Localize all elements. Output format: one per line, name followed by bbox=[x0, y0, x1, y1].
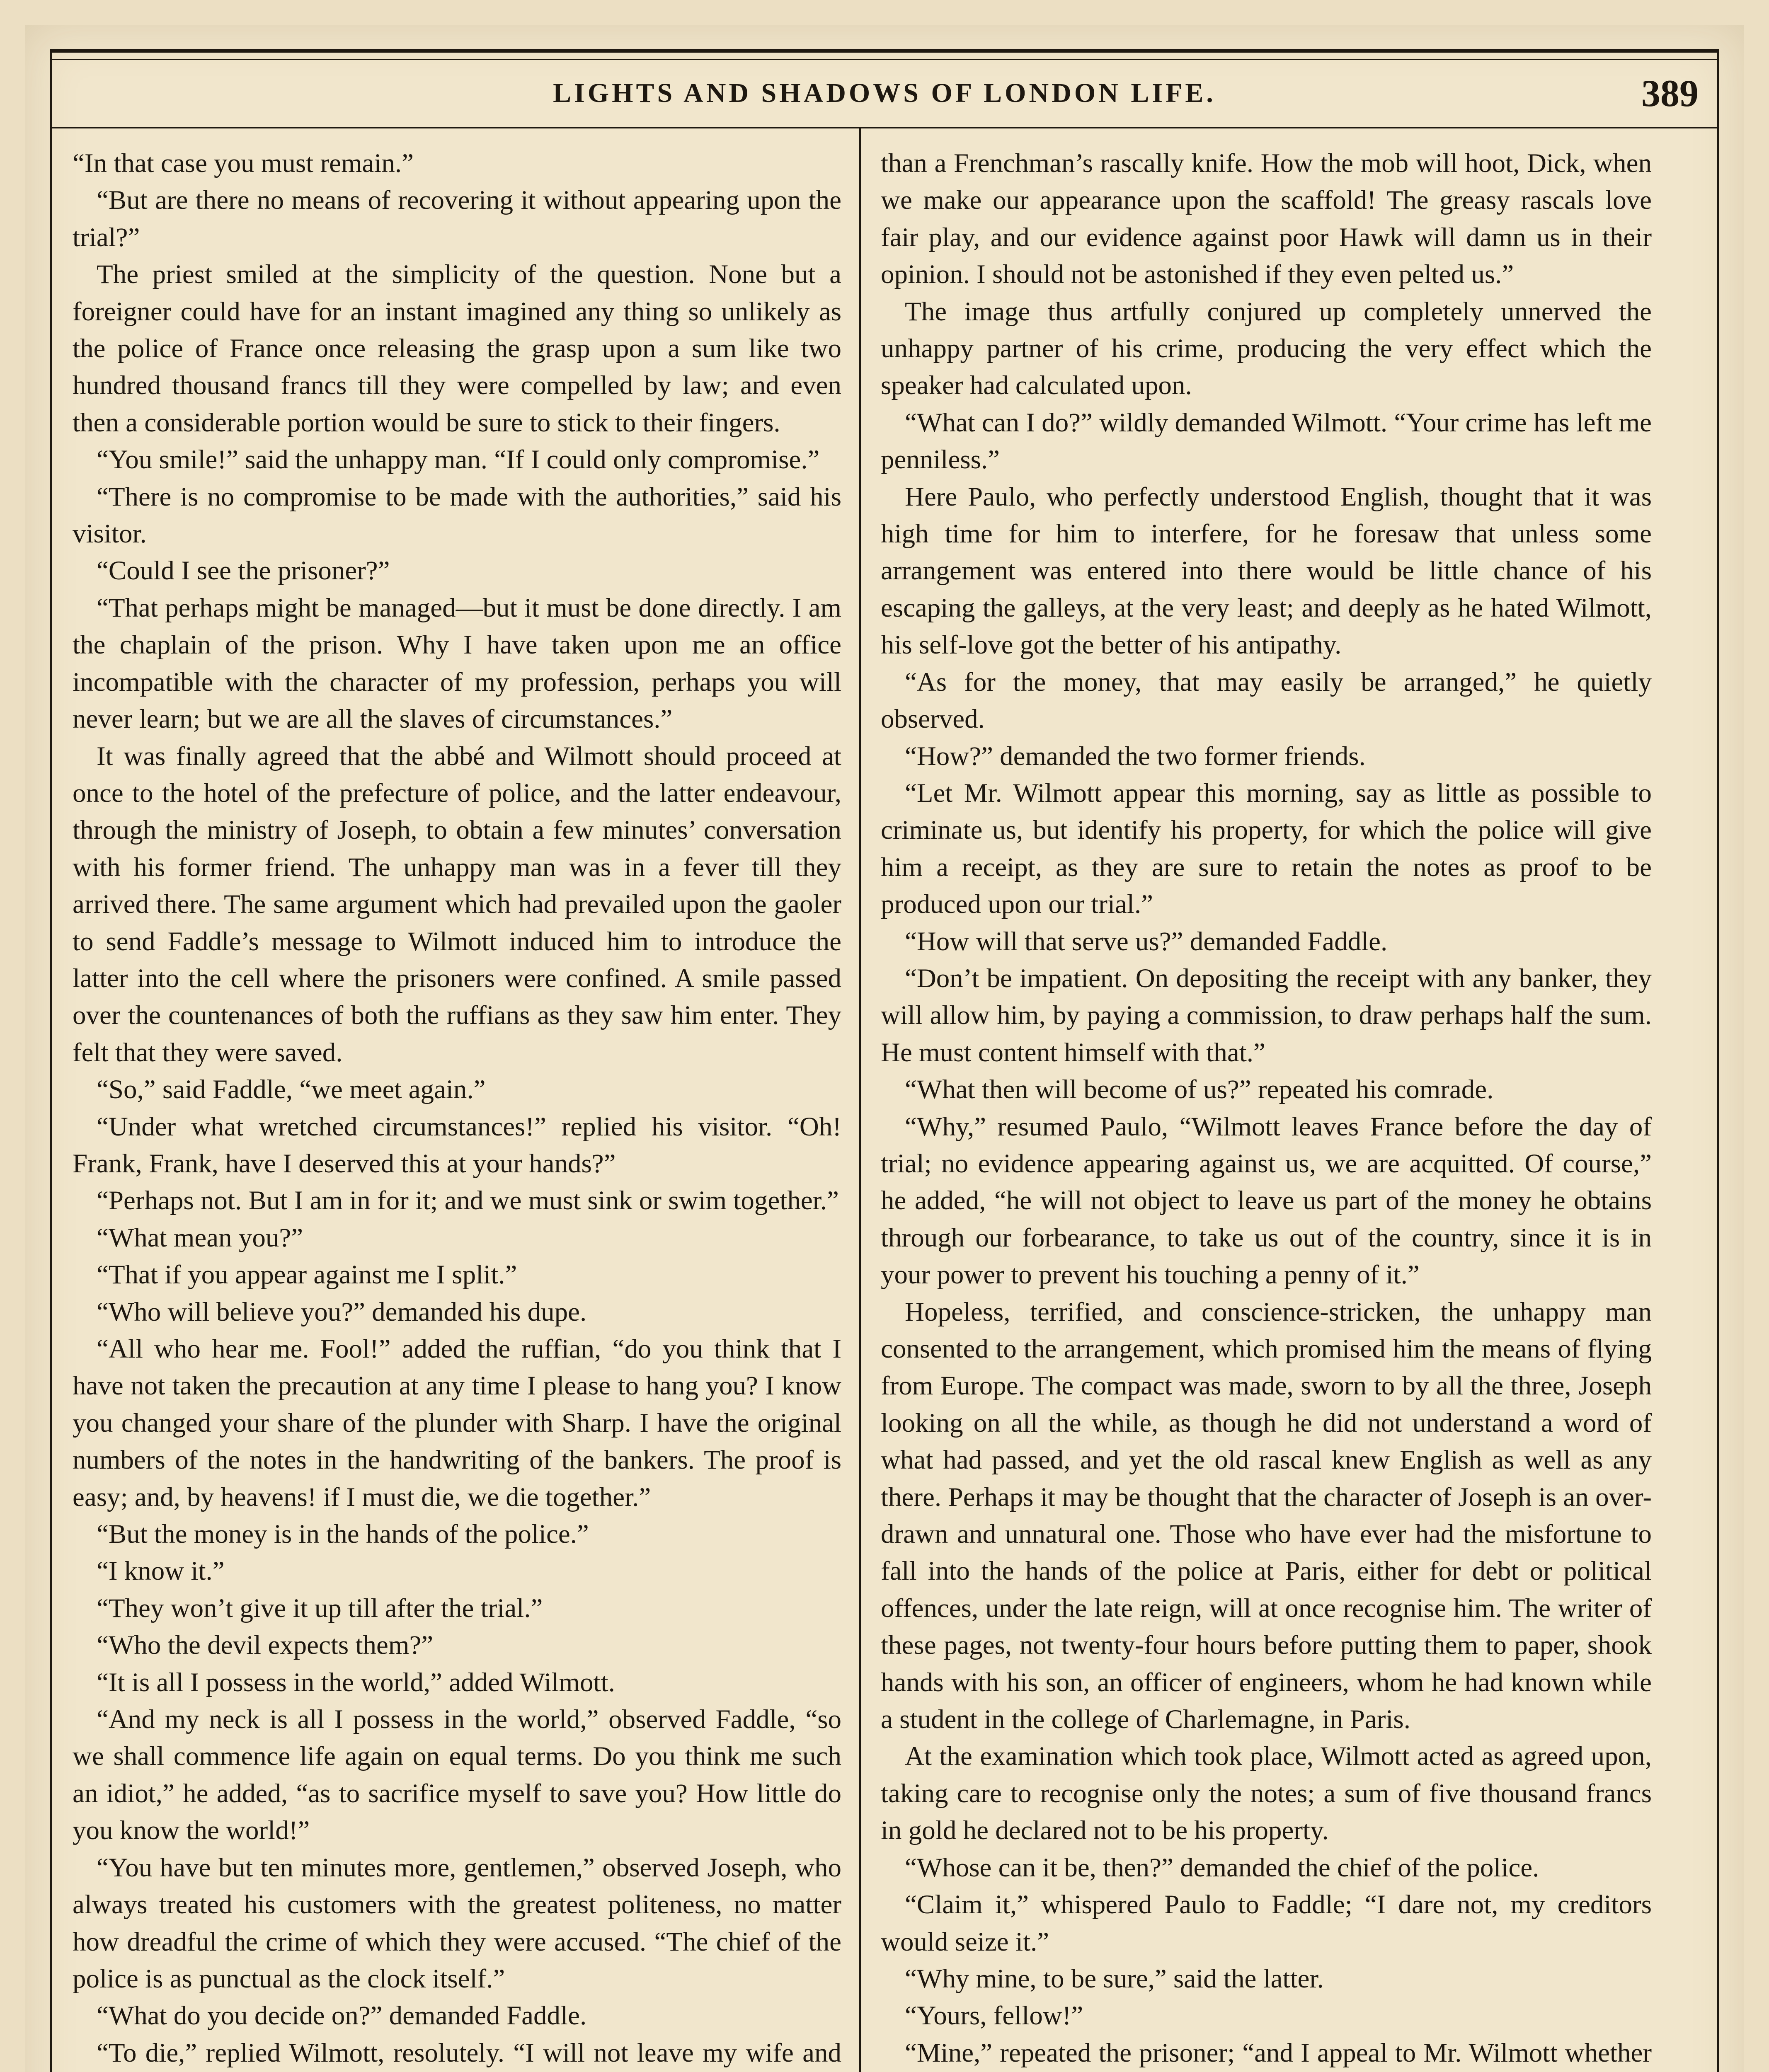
paragraph: “Why,” resumed Paulo, “Wilmott leaves France before the day of trial; no evidence appearing against us, we are acquitted. Of course,” he added, “he will not object to leave us part of the money he obtains through our forbearance, to take us out of the country, since it is in your power to prevent his touching a penny of it.” bbox=[881, 1111, 1652, 1290]
top-rule bbox=[50, 49, 1719, 53]
paragraph: It was finally agreed that the abbé and Wilmott should proceed at once to the hotel of the prefecture of police, and the latter endeavour, through the ministry of Joseph, to obtain a few minutes’ conversation with his former friend. The unhappy man was in a fever till they arrived there. The same argument which had prevailed upon the gaoler to send Faddle’s message to Wilmott induced him to introduce the latter into the cell where the prisoners were confined. A smile passed over the countenances of both the ruffians as they saw him enter. They felt that they were saved. bbox=[73, 741, 841, 1067]
paragraph: Here Paulo, who perfectly understood English, thought that it was high time for him to interfere, for he foresaw that unless some arrangement was entered into there would be little chance of his escaping the galleys, at the very least; and deeply as he hated Wilmott, his self-love got the better of his antipathy. bbox=[881, 482, 1652, 660]
paragraph: “There is no compromise to be made with the authorities,” said his visitor. bbox=[73, 482, 841, 549]
paragraph: “What then will become of us?” repeated his comrade. bbox=[905, 1075, 1494, 1105]
book-page bbox=[25, 25, 1744, 2072]
paragraph: “Who will believe you?” demanded his dupe. bbox=[97, 1297, 587, 1327]
left-border bbox=[50, 49, 52, 2072]
paragraph: “Perhaps not. But I am in for it; and we must sink or swim together.” bbox=[97, 1186, 839, 1216]
paragraph: “But are there no means of recovering it without appearing upon the trial?” bbox=[73, 185, 841, 252]
paragraph: “And my neck is all I possess in the world,” observed Faddle, “so we shall commence life again on equal terms. Do you think me such an idiot,” he added, “as to sacrifice myself to save you? How little do you know the world!” bbox=[73, 1704, 841, 1846]
paragraph: “That perhaps might be managed—but it must be done directly. I am the chaplain of the prison. Why I have taken upon me an office incompatible with the character of my profession, perhaps you will never learn; but we are all the slaves of circumstances.” bbox=[73, 593, 841, 734]
page-number: 389 bbox=[1641, 72, 1699, 114]
paragraph: “Claim it,” whispered Paulo to Faddle; “I dare not, my creditors would seize it.” bbox=[881, 1890, 1652, 1957]
paragraph: “How?” demanded the two former friends. bbox=[905, 741, 1366, 771]
paragraph: “All who hear me. Fool!” added the ruffian, “do you think that I have not taken the precaution at any time I please to hang you? I know you changed your share of the plunder with Sharp. I have the original numbers of the notes in the handwriting of the bankers. The proof is easy; and, by heavens! if I must die, we die together.” bbox=[73, 1334, 841, 1512]
paragraph: “Yours, fellow!” bbox=[905, 2001, 1083, 2031]
text-column-left bbox=[73, 145, 841, 2072]
paragraph: The image thus artfully conjured up completely unnerved the unhappy partner of his crime, producing the very effect which the speaker had calculated upon. bbox=[881, 296, 1652, 401]
paragraph: “That if you appear against me I split.” bbox=[97, 1260, 517, 1290]
paragraph: “They won’t give it up till after the trial.” bbox=[97, 1593, 543, 1623]
top-rule-thin bbox=[50, 59, 1719, 60]
column-divider bbox=[859, 128, 861, 2072]
paragraph: “Mine,” repeated the prisoner; “and I appeal to Mr. Wilmott whether bbox=[905, 2038, 1652, 2068]
paragraph: “You smile!” said the unhappy man. “If I could only compromise.” bbox=[97, 445, 820, 475]
paragraph: “Could I see the prisoner?” bbox=[97, 556, 390, 586]
paragraph: At the examination which took place, Wilmott acted as agreed upon, taking care to recognise only the notes; a sum of five thousand francs in gold he declared not to be his property. bbox=[881, 1741, 1652, 1846]
paragraph: The priest smiled at the simplicity of the question. None but a foreigner could have for an instant imagined any thing so unlikely as the police of France once releasing the grasp upon a sum like two hundred thousand francs till they were compelled by law; and even then a considerable portion would be sure to stick to their fingers. bbox=[73, 259, 841, 438]
paragraph: “Let Mr. Wilmott appear this morning, say as little as possible to criminate us, but identify his property, for which the police will give him a receipt, as they are sure to retain the notes as proof to be produced upon our trial.” bbox=[881, 778, 1652, 920]
paragraph: “So,” said Faddle, “we meet again.” bbox=[97, 1075, 486, 1105]
paragraph: “Under what wretched circumstances!” replied his visitor. “Oh! Frank, Frank, have I deserved this at your hands?” bbox=[73, 1111, 841, 1179]
paragraph: “Who the devil expects them?” bbox=[97, 1630, 434, 1661]
paragraph: “What can I do?” wildly demanded Wilmott. “Your crime has left me penniless.” bbox=[881, 407, 1652, 475]
right-border bbox=[1717, 49, 1719, 2072]
paragraph: “Why mine, to be sure,” said the latter. bbox=[905, 1963, 1324, 1994]
page-header bbox=[25, 70, 1744, 116]
paragraph: “It is all I possess in the world,” added Wilmott. bbox=[97, 1667, 615, 1697]
paragraph: “How will that serve us?” demanded Faddle. bbox=[905, 926, 1388, 956]
paragraph: “But the money is in the hands of the police.” bbox=[97, 1519, 589, 1549]
paragraph: “Whose can it be, then?” demanded the chief of the police. bbox=[905, 1852, 1539, 1883]
paragraph: “What mean you?” bbox=[97, 1222, 303, 1253]
paragraph: “In that case you must remain.” bbox=[73, 148, 414, 178]
paragraph: “What do you decide on?” demanded Faddle. bbox=[97, 2001, 587, 2031]
text-column-right bbox=[881, 145, 1652, 2072]
header-rule bbox=[50, 127, 1719, 128]
paragraph: “Don’t be impatient. On depositing the receipt with any banker, they will allow him, by paying a commission, to draw perhaps half the sum. He must content himself with that.” bbox=[881, 963, 1652, 1067]
paragraph: than a Frenchman’s rascally knife. How the mob will hoot, Dick, when we make our appearance upon the scaffold! The greasy rascals love fair play, and our evidence against poor Hawk will damn us in their opinion. I should not be astonished if they even pelted us.” bbox=[881, 148, 1652, 290]
paragraph: Hopeless, terrified, and conscience-stricken, the unhappy man consented to the arrangement, which promised him the means of flying from Europe. The compact was made, sworn to by all the three, Joseph looking on all the while, as though he did not understand a word of what had passed, and yet the old rascal knew English as well as any there. Perhaps it may be thought that the character of Joseph is an over-drawn and unnatural one. Those who have ever had the misfortune to fall into the hands of the police at Paris, either for debt or political offences, under the late reign, will at once recognise him. The writer of these pages, not twenty-four hours before putting them to paper, shook hands with his son, an officer of engineers, whom he had known while a student in the college of Charlemagne, in Paris. bbox=[881, 1297, 1652, 1735]
paragraph: “I know it.” bbox=[97, 1556, 225, 1586]
paragraph: “To die,” replied Wilmott, resolutely. “I will not leave my wife and bbox=[97, 2038, 841, 2068]
running-title: LIGHTS AND SHADOWS OF LONDON LIFE. bbox=[553, 78, 1216, 108]
paragraph: “As for the money, that may easily be arranged,” he quietly observed. bbox=[881, 667, 1652, 734]
paragraph: “You have but ten minutes more, gentlemen,” observed Joseph, who always treated his customers with the greatest politeness, no matter how dreadful the crime of which they were accused. “The chief of the police is as punctual as the clock itself.” bbox=[73, 1852, 841, 1994]
